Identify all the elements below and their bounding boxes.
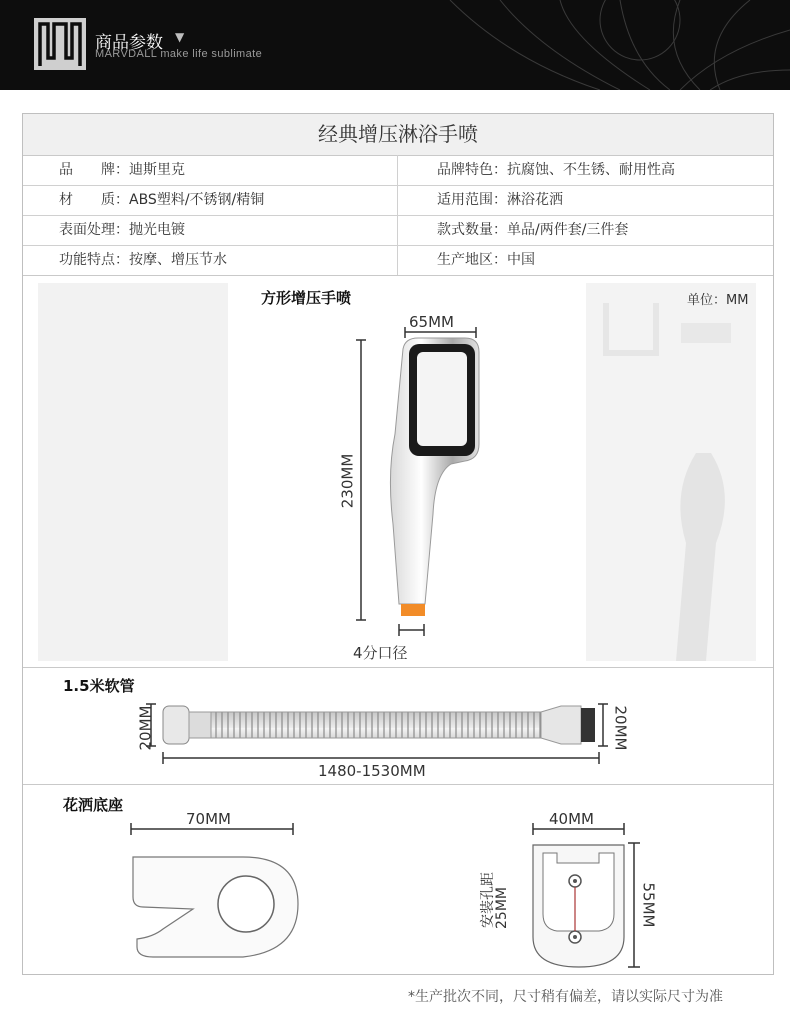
- disclaimer-note: *生产批次不同，尺寸稍有偏差，请以实际尺寸为准: [408, 989, 723, 1005]
- header-subtitle: MARVDALL make life sublimate: [95, 48, 263, 60]
- spec-quantity: 款式数量：单品/两件套/三件套: [437, 222, 629, 238]
- hose-label: 1.5米软管: [63, 677, 135, 695]
- column-divider: [397, 155, 398, 275]
- hose-right-dim: 20MM: [611, 705, 630, 751]
- showerhead-height-dim: 230MM: [338, 453, 357, 509]
- table-row: [23, 186, 773, 216]
- base-front-height-dim: 55MM: [639, 882, 658, 928]
- brand-logo: [34, 18, 86, 70]
- spec-table-title: 经典增压淋浴手喷: [23, 114, 773, 156]
- background-photo-right: [586, 283, 756, 661]
- hose-left-dim: 20MM: [136, 705, 155, 751]
- base-front-width-dim: 40MM: [549, 810, 594, 828]
- showerhead-width-dim: 65MM: [409, 313, 454, 331]
- base-side-illustration: [123, 819, 303, 969]
- spec-origin: 生产地区：中国: [437, 252, 535, 268]
- spec-frame: [22, 113, 774, 975]
- table-row: [23, 216, 773, 246]
- spec-surface: 表面处理：抛光电镀: [59, 222, 185, 238]
- page-header: [0, 0, 790, 90]
- spec-function: 功能特点：按摩、增压节水: [59, 252, 227, 268]
- hose-length-dim: 1480-1530MM: [318, 762, 426, 780]
- spec-brand: 品 牌：迪斯里克: [59, 162, 185, 178]
- background-photo-left: [38, 283, 228, 661]
- header-title: 商品参数: [95, 33, 163, 53]
- showerhead-illustration: [333, 324, 483, 644]
- base-front-illustration: [521, 819, 651, 969]
- connector-dim: 4分口径: [353, 644, 408, 662]
- hole-dim: 25MM: [493, 887, 510, 929]
- base-label: 花洒底座: [63, 796, 124, 814]
- hose-illustration: [141, 698, 611, 768]
- spec-material: 材 质：ABS塑料/不锈钢/精铜: [59, 192, 265, 208]
- unit-label: 单位：MM: [687, 293, 749, 308]
- section-divider: [23, 667, 773, 668]
- dropdown-arrow-icon: ▼: [175, 30, 185, 44]
- base-side-width-dim: 70MM: [186, 810, 231, 828]
- spec-brand-feature: 品牌特色：抗腐蚀、不生锈、耐用性高: [437, 162, 675, 178]
- table-row: [23, 156, 773, 186]
- section-divider: [23, 784, 773, 785]
- showerhead-label: 方形增压手喷: [261, 289, 352, 307]
- hole-label: 安装孔距: [480, 872, 496, 928]
- table-row: [23, 246, 773, 276]
- spec-usage: 适用范围：淋浴花洒: [437, 192, 563, 208]
- decorative-lines: [420, 0, 790, 90]
